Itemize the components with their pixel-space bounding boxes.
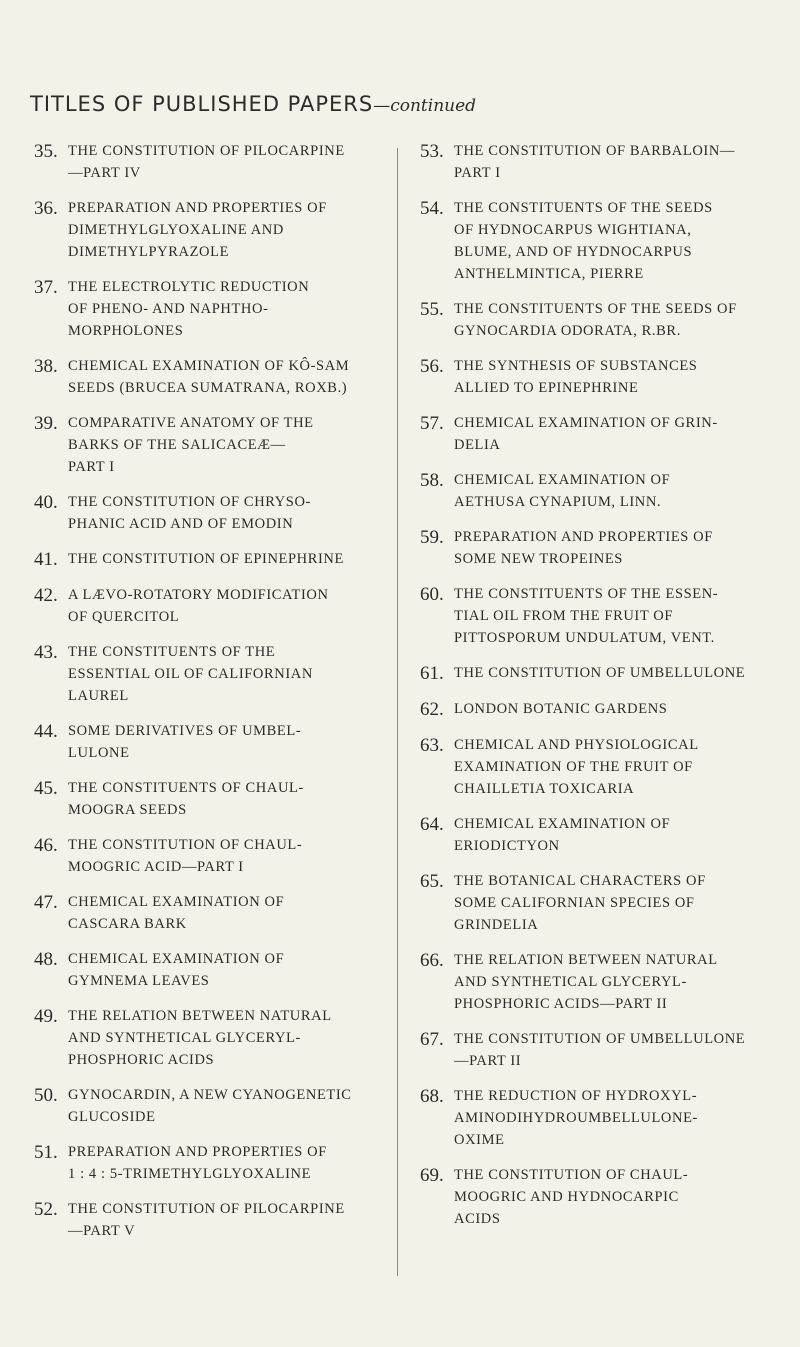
paper-title [68, 1198, 386, 1242]
paper-title-line: AMINODIHYDROUMBELLULONE- [454, 1110, 698, 1126]
paper-number: 55. [420, 299, 444, 320]
paper-title-line: THE RELATION BETWEEN NATURAL [454, 952, 718, 968]
paper-title-line: SOME NEW TROPEINES [454, 551, 623, 567]
paper-number: 51. [34, 1142, 58, 1163]
paper-title [454, 1028, 772, 1072]
paper-title [454, 1085, 772, 1151]
paper-number: 41. [34, 549, 58, 570]
paper-entry [34, 197, 386, 263]
paper-number: 37. [34, 277, 58, 298]
paper-title-line: GRINDELIA [454, 917, 539, 933]
paper-title [454, 1164, 772, 1230]
paper-number: 46. [34, 835, 58, 856]
paper-title-line: CHEMICAL EXAMINATION OF [68, 894, 285, 910]
paper-entry [34, 355, 386, 399]
paper-title-line: AND SYNTHETICAL GLYCERYL- [454, 974, 687, 990]
paper-number: 45. [34, 778, 58, 799]
paper-title-line: CHEMICAL EXAMINATION OF KÔ-SAM [68, 358, 350, 374]
paper-entry [420, 870, 772, 936]
paper-title-line: CASCARA BARK [68, 916, 187, 932]
paper-number: 68. [420, 1086, 444, 1107]
paper-title-line: ANTHELMINTICA, PIERRE [454, 266, 644, 282]
paper-title-line: THE CONSTITUTION OF PILOCARPINE [68, 1201, 345, 1217]
paper-title-line: THE CONSTITUTION OF EPINEPHRINE [68, 551, 344, 567]
paper-title [454, 526, 772, 570]
paper-title-line: AETHUSA CYNAPIUM, LINN. [454, 494, 662, 510]
paper-number: 48. [34, 949, 58, 970]
paper-entry [420, 583, 772, 649]
paper-number: 61. [420, 663, 444, 684]
paper-number: 35. [34, 141, 58, 162]
paper-entry [420, 526, 772, 570]
paper-entry [420, 355, 772, 399]
paper-title-line: DIMETHYLGLYOXALINE AND [68, 222, 284, 238]
paper-title [454, 197, 772, 285]
paper-number: 56. [420, 356, 444, 377]
paper-number: 47. [34, 892, 58, 913]
paper-entry [34, 641, 386, 707]
paper-title-line: PART I [68, 459, 115, 475]
paper-title-line: SOME DERIVATIVES OF UMBEL- [68, 723, 302, 739]
paper-title-line: THE CONSTITUENTS OF CHAUL- [68, 780, 304, 796]
paper-title-line: —PART II [454, 1053, 522, 1069]
paper-number: 49. [34, 1006, 58, 1027]
paper-number: 57. [420, 413, 444, 434]
paper-number: 66. [420, 950, 444, 971]
paper-title-line: THE CONSTITUTION OF UMBELLULONE [454, 1031, 746, 1047]
paper-title [454, 298, 772, 342]
paper-title-line: DELIA [454, 437, 501, 453]
paper-title-line: EXAMINATION OF THE FRUIT OF [454, 759, 693, 775]
paper-title [454, 813, 772, 857]
paper-entry [420, 734, 772, 800]
paper-title-line: THE SYNTHESIS OF SUBSTANCES [454, 358, 698, 374]
paper-number: 40. [34, 492, 58, 513]
paper-title-line: PHOSPHORIC ACIDS—PART II [454, 996, 668, 1012]
paper-title-line: A LÆVO-ROTATORY MODIFICATION [68, 587, 329, 603]
header-title: TITLES OF PUBLISHED PAPERS [30, 92, 374, 116]
paper-number: 44. [34, 721, 58, 742]
paper-title-line: MOOGRA SEEDS [68, 802, 187, 818]
paper-title-line: GYNOCARDIA ODORATA, R.BR. [454, 323, 681, 339]
paper-title [68, 140, 386, 184]
paper-title-line: THE CONSTITUENTS OF THE [68, 644, 276, 660]
paper-number: 38. [34, 356, 58, 377]
paper-title-line: ALLIED TO EPINEPHRINE [454, 380, 639, 396]
paper-title [68, 891, 386, 935]
paper-title [454, 469, 772, 513]
paper-title-line: CHEMICAL EXAMINATION OF [454, 816, 671, 832]
paper-title-line: —PART IV [68, 165, 141, 181]
paper-entry [420, 1164, 772, 1230]
paper-title [454, 734, 772, 800]
paper-title [68, 491, 386, 535]
paper-title-line: PHANIC ACID AND OF EMODIN [68, 516, 294, 532]
paper-entry [420, 662, 772, 685]
paper-entry [420, 469, 772, 513]
paper-title-line: THE CONSTITUTION OF BARBALOIN— [454, 143, 736, 159]
paper-title [454, 355, 772, 399]
paper-title [454, 140, 772, 184]
paper-title-line: MOOGRIC AND HYDNOCARPIC [454, 1189, 679, 1205]
paper-title-line: SOME CALIFORNIAN SPECIES OF [454, 895, 695, 911]
paper-number: 36. [34, 198, 58, 219]
paper-entry [34, 891, 386, 935]
paper-title [68, 548, 386, 570]
paper-title-line: THE CONSTITUENTS OF THE SEEDS OF [454, 301, 737, 317]
paper-title-line: THE BOTANICAL CHARACTERS OF [454, 873, 706, 889]
paper-number: 52. [34, 1199, 58, 1220]
paper-title-line: PREPARATION AND PROPERTIES OF [454, 529, 713, 545]
paper-title-line: 1 : 4 : 5-TRIMETHYLGLYOXALINE [68, 1166, 312, 1182]
paper-entry [34, 491, 386, 535]
paper-title-line: THE CONSTITUTION OF PILOCARPINE [68, 143, 345, 159]
paper-number: 43. [34, 642, 58, 663]
paper-title-line: SEEDS (BRUCEA SUMATRANA, ROXB.) [68, 380, 348, 396]
paper-title-line: OF QUERCITOL [68, 609, 180, 625]
paper-title-line: MORPHOLONES [68, 323, 184, 339]
paper-number: 65. [420, 871, 444, 892]
paper-title-line: BARKS OF THE SALICACEÆ— [68, 437, 286, 453]
paper-title [68, 720, 386, 764]
paper-title-line: THE CONSTITUTION OF UMBELLULONE [454, 665, 746, 681]
paper-title [68, 948, 386, 992]
paper-title-line: LONDON BOTANIC GARDENS [454, 701, 668, 717]
paper-title-line: PART I [454, 165, 501, 181]
paper-entry [34, 1084, 386, 1128]
paper-title-line: PREPARATION AND PROPERTIES OF [68, 200, 327, 216]
paper-title-line: OXIME [454, 1132, 505, 1148]
paper-title-line: PITTOSPORUM UNDULATUM, VENT. [454, 630, 715, 646]
paper-title [68, 777, 386, 821]
paper-title-line: PHOSPHORIC ACIDS [68, 1052, 215, 1068]
paper-number: 59. [420, 527, 444, 548]
paper-entry [420, 412, 772, 456]
paper-number: 53. [420, 141, 444, 162]
paper-number: 39. [34, 413, 58, 434]
paper-title [68, 355, 386, 399]
paper-entry [34, 140, 386, 184]
paper-title-line: BLUME, AND OF HYDNOCARPUS [454, 244, 693, 260]
paper-entry [34, 834, 386, 878]
paper-title [68, 1005, 386, 1071]
paper-number: 67. [420, 1029, 444, 1050]
paper-title [454, 698, 772, 720]
paper-title-line: THE CONSTITUTION OF CHAUL- [68, 837, 303, 853]
paper-number: 64. [420, 814, 444, 835]
right-column [420, 140, 772, 1243]
header-continued: —continued [373, 96, 477, 116]
paper-entry [420, 949, 772, 1015]
paper-title-line: GLUCOSIDE [68, 1109, 156, 1125]
paper-title-line: —PART V [68, 1223, 136, 1239]
paper-title-line: THE CONSTITUTION OF CHAUL- [454, 1167, 689, 1183]
paper-title [68, 834, 386, 878]
paper-title-line: OF HYDNOCARPUS WIGHTIANA, [454, 222, 692, 238]
paper-title-line: GYMNEMA LEAVES [68, 973, 210, 989]
paper-title-line: TIAL OIL FROM THE FRUIT OF [454, 608, 674, 624]
paper-number: 69. [420, 1165, 444, 1186]
paper-title-line: LULONE [68, 745, 130, 761]
paper-entry [34, 548, 386, 571]
paper-entry [420, 140, 772, 184]
paper-title-line: AND SYNTHETICAL GLYCERYL- [68, 1030, 301, 1046]
paper-number: 54. [420, 198, 444, 219]
paper-title [454, 583, 772, 649]
left-column [34, 140, 386, 1255]
paper-entry [34, 948, 386, 992]
paper-title [454, 412, 772, 456]
paper-title-line: CHAILLETIA TOXICARIA [454, 781, 635, 797]
paper-title-line: THE CONSTITUTION OF CHRYSO- [68, 494, 311, 510]
paper-title [454, 662, 772, 684]
paper-title-line: MOOGRIC ACID—PART I [68, 859, 244, 875]
paper-title [68, 1084, 386, 1128]
paper-entry [420, 197, 772, 285]
paper-number: 60. [420, 584, 444, 605]
paper-title-line: PREPARATION AND PROPERTIES OF [68, 1144, 327, 1160]
paper-entry [34, 777, 386, 821]
paper-title-line: ESSENTIAL OIL OF CALIFORNIAN [68, 666, 313, 682]
paper-title-line: CHEMICAL AND PHYSIOLOGICAL [454, 737, 699, 753]
paper-title-line: CHEMICAL EXAMINATION OF [454, 472, 671, 488]
paper-title-line: THE CONSTITUENTS OF THE SEEDS [454, 200, 713, 216]
paper-entry [420, 698, 772, 721]
paper-number: 63. [420, 735, 444, 756]
paper-title [68, 1141, 386, 1185]
paper-entry [34, 1005, 386, 1071]
paper-number: 58. [420, 470, 444, 491]
paper-title-line: COMPARATIVE ANATOMY OF THE [68, 415, 314, 431]
paper-title-line: THE RELATION BETWEEN NATURAL [68, 1008, 332, 1024]
paper-entry [420, 813, 772, 857]
paper-title-line: CHEMICAL EXAMINATION OF [68, 951, 285, 967]
paper-number: 42. [34, 585, 58, 606]
paper-entry [34, 412, 386, 478]
paper-entry [34, 1141, 386, 1185]
paper-entry [420, 298, 772, 342]
paper-entry [420, 1028, 772, 1072]
page-header [30, 92, 476, 116]
paper-title [68, 641, 386, 707]
paper-title-line: GYNOCARDIN, A NEW CYANOGENETIC [68, 1087, 352, 1103]
paper-title-line: ERIODICTYON [454, 838, 560, 854]
paper-title [454, 949, 772, 1015]
paper-entry [420, 1085, 772, 1151]
paper-title-line: LAUREL [68, 688, 129, 704]
paper-title-line: OF PHENO- AND NAPHTHO- [68, 301, 269, 317]
paper-title [68, 276, 386, 342]
paper-entry [34, 584, 386, 628]
paper-title-line: THE CONSTITUENTS OF THE ESSEN- [454, 586, 719, 602]
paper-title-line: THE ELECTROLYTIC REDUCTION [68, 279, 310, 295]
paper-title-line: DIMETHYLPYRAZOLE [68, 244, 230, 260]
paper-title [454, 870, 772, 936]
paper-entry [34, 276, 386, 342]
paper-title [68, 412, 386, 478]
paper-number: 50. [34, 1085, 58, 1106]
paper-title-line: THE REDUCTION OF HYDROXYL- [454, 1088, 698, 1104]
paper-entry [34, 720, 386, 764]
paper-title-line: ACIDS [454, 1211, 501, 1227]
paper-number: 62. [420, 699, 444, 720]
column-divider [397, 148, 398, 1276]
paper-title [68, 197, 386, 263]
paper-entry [34, 1198, 386, 1242]
paper-title-line: CHEMICAL EXAMINATION OF GRIN- [454, 415, 718, 431]
paper-title [68, 584, 386, 628]
